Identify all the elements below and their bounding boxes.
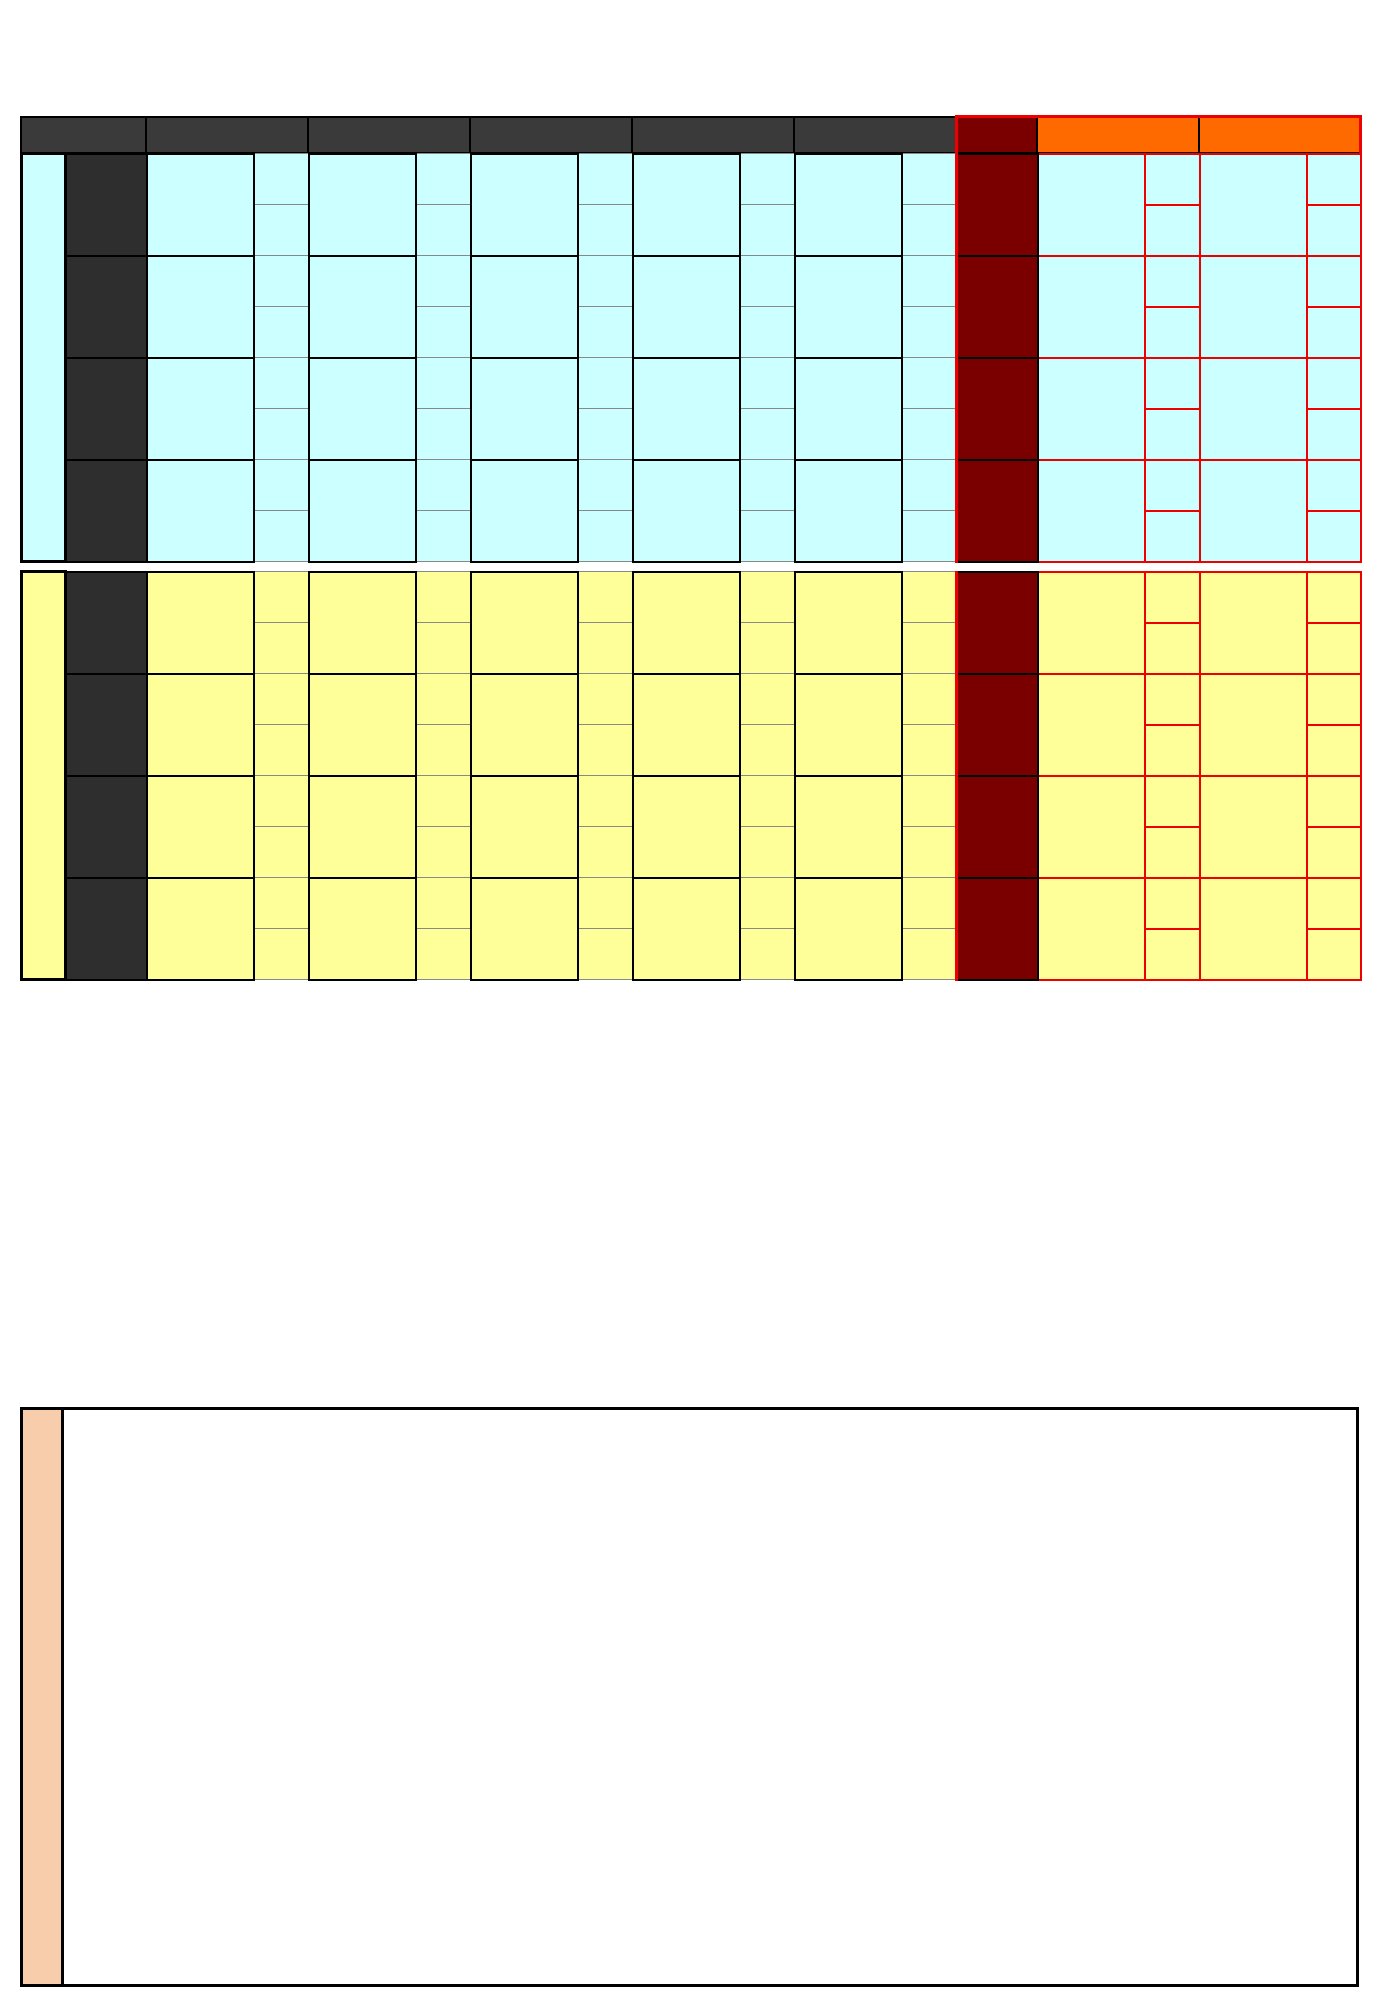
- lesson-date-month: [1307, 358, 1361, 409]
- empty-slot-sub: [902, 409, 957, 460]
- empty-slot: [1038, 776, 1145, 878]
- time-slot: [66, 358, 147, 460]
- empty-slot-sub: [902, 827, 957, 878]
- empty-slot-sub: [254, 205, 309, 256]
- header-sun: [1199, 117, 1360, 154]
- lesson-date-month: [740, 154, 795, 205]
- empty-slot-sub: [416, 256, 471, 307]
- lesson-date-month: [254, 460, 309, 511]
- weekend-time-slot: [957, 776, 1038, 878]
- empty-slot-sub: [416, 623, 471, 674]
- empty-slot-sub: [254, 725, 309, 776]
- empty-slot-sub: [254, 154, 309, 205]
- empty-slot-sub: [1145, 511, 1200, 562]
- empty-slot: [795, 878, 902, 980]
- empty-slot-sub: [254, 827, 309, 878]
- empty-slot-sub: [1145, 929, 1200, 980]
- empty-slot-sub: [254, 878, 309, 929]
- empty-slot-sub: [740, 409, 795, 460]
- header-weekend-time: [956, 117, 1037, 154]
- empty-slot-sub: [902, 623, 957, 674]
- column-header-row: [20, 115, 1362, 154]
- empty-slot-sub: [578, 674, 633, 725]
- empty-slot-sub: [1307, 256, 1361, 307]
- empty-slot-sub: [1307, 511, 1361, 562]
- empty-slot-sub: [254, 929, 309, 980]
- lesson-date-day: [740, 827, 795, 878]
- empty-slot-sub: [1145, 623, 1200, 674]
- empty-slot-sub: [578, 256, 633, 307]
- empty-slot-sub: [902, 154, 957, 205]
- empty-slot-sub: [416, 878, 471, 929]
- empty-slot: [1038, 674, 1145, 776]
- empty-slot: [633, 878, 740, 980]
- empty-slot-sub: [1307, 827, 1361, 878]
- lesson-date-month: [740, 776, 795, 827]
- section-label-pm: [22, 572, 66, 980]
- empty-slot: [309, 256, 416, 358]
- empty-slot: [1200, 878, 1307, 980]
- empty-slot: [1200, 460, 1307, 562]
- time-slot: [66, 154, 147, 256]
- empty-slot-sub: [1145, 674, 1200, 725]
- header-time: [21, 117, 146, 154]
- lesson-level: [795, 674, 902, 776]
- empty-slot: [471, 776, 578, 878]
- empty-slot: [309, 572, 416, 674]
- empty-slot-sub: [1145, 725, 1200, 776]
- empty-slot-sub: [416, 460, 471, 511]
- empty-slot: [795, 358, 902, 460]
- empty-slot: [147, 776, 254, 878]
- empty-slot-sub: [578, 827, 633, 878]
- lesson-level: [1038, 256, 1145, 358]
- empty-slot-sub: [1307, 307, 1361, 358]
- lesson-date-day: [254, 511, 309, 562]
- lesson-date-day: [740, 205, 795, 256]
- time-slot: [66, 878, 147, 980]
- empty-slot-sub: [416, 307, 471, 358]
- empty-slot: [309, 878, 416, 980]
- empty-slot: [633, 460, 740, 562]
- empty-slot: [309, 154, 416, 256]
- empty-slot-sub: [578, 460, 633, 511]
- empty-slot-sub: [416, 929, 471, 980]
- empty-slot-sub: [416, 511, 471, 562]
- lesson-date-month: [1145, 256, 1200, 307]
- empty-slot-sub: [1307, 205, 1361, 256]
- empty-slot-sub: [1145, 878, 1200, 929]
- empty-slot: [471, 154, 578, 256]
- empty-slot-sub: [578, 205, 633, 256]
- empty-slot: [795, 154, 902, 256]
- empty-slot-sub: [416, 725, 471, 776]
- lesson-date-month: [902, 674, 957, 725]
- empty-slot: [471, 674, 578, 776]
- time-slot: [66, 572, 147, 674]
- empty-slot-sub: [1145, 154, 1200, 205]
- empty-slot-sub: [740, 623, 795, 674]
- empty-slot: [471, 358, 578, 460]
- lesson-level: [1200, 358, 1307, 460]
- notes-label: [23, 1410, 64, 1984]
- empty-slot-sub: [902, 511, 957, 562]
- empty-slot-sub: [578, 307, 633, 358]
- empty-slot-sub: [578, 358, 633, 409]
- empty-slot: [147, 572, 254, 674]
- empty-slot-sub: [1307, 674, 1361, 725]
- empty-slot-sub: [1145, 572, 1200, 623]
- empty-slot: [795, 256, 902, 358]
- empty-slot-sub: [902, 460, 957, 511]
- weekend-time-slot: [957, 154, 1038, 256]
- empty-slot: [147, 256, 254, 358]
- lesson-date-month: [416, 358, 471, 409]
- empty-slot-sub: [1145, 205, 1200, 256]
- empty-slot: [633, 358, 740, 460]
- empty-slot-sub: [1307, 154, 1361, 205]
- weekend-time-slot: [957, 358, 1038, 460]
- empty-slot-sub: [1307, 460, 1361, 511]
- empty-slot-sub: [740, 307, 795, 358]
- empty-slot: [471, 878, 578, 980]
- empty-slot: [1200, 256, 1307, 358]
- empty-slot: [1038, 358, 1145, 460]
- empty-slot-sub: [740, 878, 795, 929]
- empty-slot-sub: [416, 776, 471, 827]
- empty-slot: [309, 674, 416, 776]
- empty-slot-sub: [902, 307, 957, 358]
- empty-slot-sub: [740, 460, 795, 511]
- empty-slot-sub: [416, 205, 471, 256]
- empty-slot-sub: [902, 878, 957, 929]
- header-tue: [308, 117, 470, 154]
- empty-slot-sub: [254, 572, 309, 623]
- empty-slot-sub: [1145, 460, 1200, 511]
- empty-slot: [795, 776, 902, 878]
- lesson-date-day: [1145, 307, 1200, 358]
- empty-slot-sub: [254, 358, 309, 409]
- empty-slot-sub: [1307, 623, 1361, 674]
- empty-slot: [471, 572, 578, 674]
- header-wed: [470, 117, 632, 154]
- notes-box: [20, 1407, 1359, 1987]
- time-slot: [66, 674, 147, 776]
- empty-slot-sub: [740, 572, 795, 623]
- empty-slot: [1038, 878, 1145, 980]
- empty-slot-sub: [902, 256, 957, 307]
- empty-slot-sub: [578, 776, 633, 827]
- weekend-time-slot: [957, 572, 1038, 674]
- empty-slot-sub: [902, 776, 957, 827]
- lesson-level: [633, 776, 740, 878]
- empty-slot-sub: [254, 623, 309, 674]
- weekend-time-slot: [957, 674, 1038, 776]
- empty-slot-sub: [740, 358, 795, 409]
- time-slot: [66, 776, 147, 878]
- empty-slot: [471, 460, 578, 562]
- empty-slot: [1038, 460, 1145, 562]
- empty-slot: [1038, 154, 1145, 256]
- empty-slot: [1200, 154, 1307, 256]
- empty-slot-sub: [1145, 358, 1200, 409]
- empty-slot: [147, 154, 254, 256]
- lesson-date-day: [1307, 409, 1361, 460]
- empty-slot: [309, 460, 416, 562]
- empty-slot-sub: [416, 674, 471, 725]
- empty-slot: [795, 460, 902, 562]
- empty-slot: [471, 256, 578, 358]
- empty-slot-sub: [578, 878, 633, 929]
- empty-slot-sub: [254, 409, 309, 460]
- empty-slot-sub: [740, 511, 795, 562]
- empty-slot: [633, 674, 740, 776]
- lesson-date-day: [902, 725, 957, 776]
- empty-slot-sub: [1145, 827, 1200, 878]
- empty-slot-sub: [416, 154, 471, 205]
- lesson-level: [309, 358, 416, 460]
- empty-slot-sub: [902, 358, 957, 409]
- empty-slot: [1200, 776, 1307, 878]
- empty-slot-sub: [578, 409, 633, 460]
- empty-slot-sub: [578, 511, 633, 562]
- empty-slot-sub: [416, 827, 471, 878]
- header-fri: [794, 117, 956, 154]
- empty-slot-sub: [902, 929, 957, 980]
- empty-slot-sub: [740, 929, 795, 980]
- empty-slot-sub: [578, 154, 633, 205]
- weekend-time-slot: [957, 256, 1038, 358]
- time-slot: [66, 460, 147, 562]
- empty-slot-sub: [1307, 725, 1361, 776]
- empty-slot: [633, 256, 740, 358]
- empty-slot: [147, 878, 254, 980]
- empty-slot-sub: [902, 572, 957, 623]
- empty-slot-sub: [740, 674, 795, 725]
- header-mon: [146, 117, 308, 154]
- weekend-time-slot: [957, 878, 1038, 980]
- empty-slot-sub: [578, 929, 633, 980]
- lesson-date-day: [416, 409, 471, 460]
- header-thu: [632, 117, 794, 154]
- lesson-level: [633, 154, 740, 256]
- empty-slot: [147, 674, 254, 776]
- empty-slot-sub: [740, 725, 795, 776]
- header-sat: [1037, 117, 1199, 154]
- empty-slot-sub: [740, 256, 795, 307]
- empty-slot-sub: [1145, 409, 1200, 460]
- empty-slot: [795, 572, 902, 674]
- empty-slot: [309, 776, 416, 878]
- empty-slot-sub: [1307, 572, 1361, 623]
- empty-slot: [1200, 674, 1307, 776]
- empty-slot-sub: [1145, 776, 1200, 827]
- empty-slot: [147, 358, 254, 460]
- empty-slot-sub: [578, 572, 633, 623]
- empty-slot-sub: [578, 623, 633, 674]
- empty-slot: [633, 572, 740, 674]
- empty-slot-sub: [578, 725, 633, 776]
- empty-slot-sub: [1307, 929, 1361, 980]
- empty-slot-sub: [416, 572, 471, 623]
- empty-slot-sub: [1307, 776, 1361, 827]
- empty-slot-sub: [902, 205, 957, 256]
- weekend-time-slot: [957, 460, 1038, 562]
- empty-slot-sub: [254, 256, 309, 307]
- empty-slot-sub: [254, 307, 309, 358]
- empty-slot-sub: [254, 776, 309, 827]
- empty-slot-sub: [1307, 878, 1361, 929]
- lesson-level: [147, 460, 254, 562]
- section-label-am: [22, 154, 66, 562]
- empty-slot: [1200, 572, 1307, 674]
- empty-slot-sub: [254, 674, 309, 725]
- time-slot: [66, 256, 147, 358]
- empty-slot: [1038, 572, 1145, 674]
